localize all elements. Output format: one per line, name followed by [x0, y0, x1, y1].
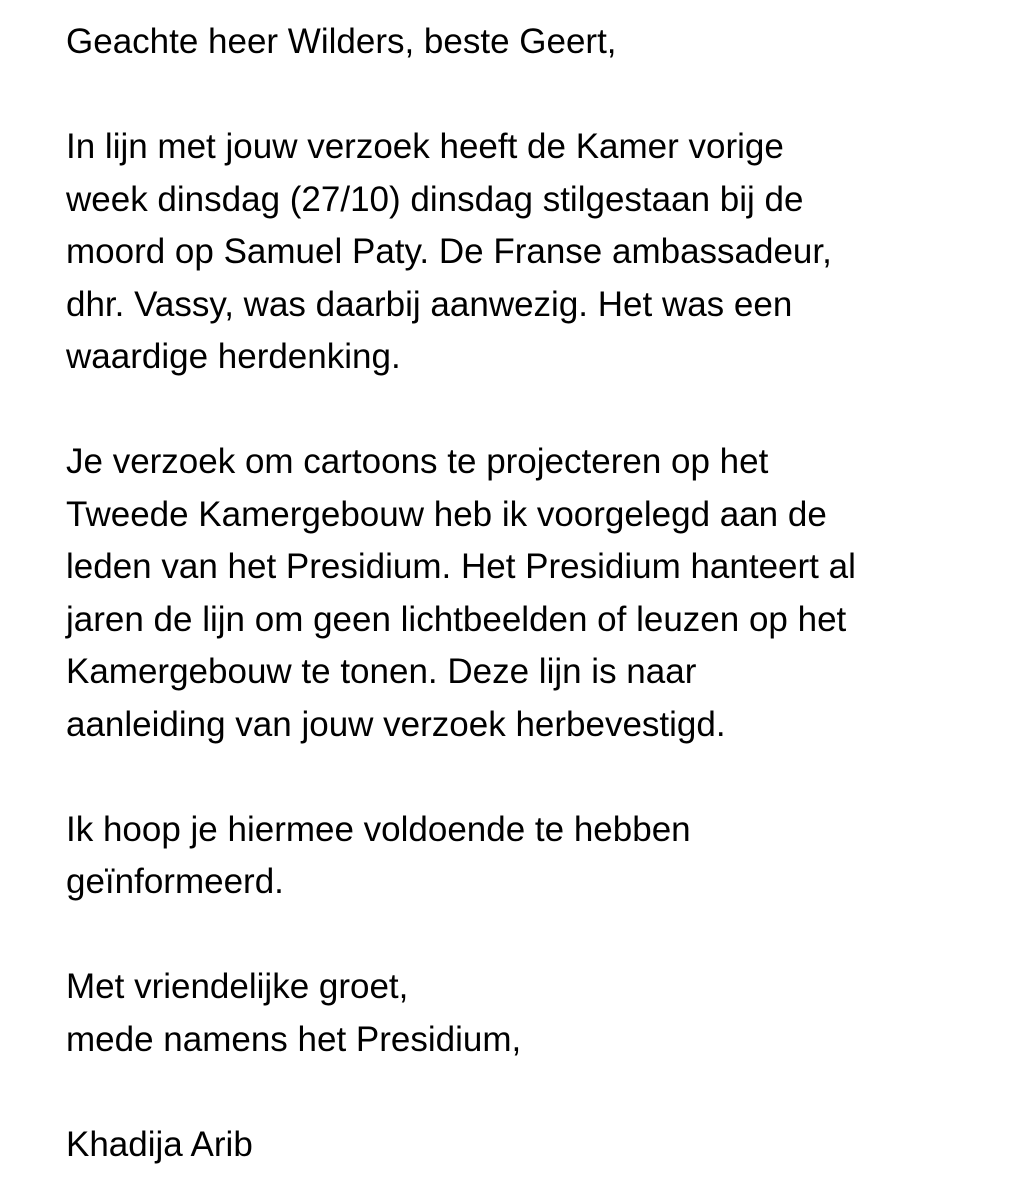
- paragraph-line: leden van het Presidium. Het Presidium hanteert al: [66, 547, 856, 586]
- paragraph-line: Je verzoek om cartoons te projecteren op het: [66, 442, 769, 481]
- letter-body: [66, 16, 996, 1171]
- paragraph-gap: [66, 1066, 996, 1119]
- paragraph-line: week dinsdag (27/10) dinsdag stilgestaan bij de: [66, 179, 804, 219]
- paragraph-line: geïnformeerd.: [66, 862, 284, 901]
- paragraph-commemoration: [66, 121, 996, 384]
- closing: [66, 961, 996, 1066]
- closing-line: mede namens het Presidium,: [66, 1019, 522, 1059]
- paragraph-cartoons-request: [66, 436, 996, 751]
- paragraph-gap: [66, 751, 996, 804]
- salutation: Geachte heer Wilders, beste Geert,: [66, 22, 617, 61]
- paragraph-gap: [66, 384, 996, 437]
- paragraph-gap: [66, 69, 996, 122]
- paragraph-line: Tweede Kamergebouw heb ik voorgelegd aan de: [66, 494, 827, 534]
- paragraph-informed: [66, 804, 996, 909]
- signature: Khadija Arib: [66, 1124, 253, 1164]
- paragraph-line: moord op Samuel Paty. De Franse ambassadeur,: [66, 232, 832, 271]
- paragraph-line: Kamergebouw te tonen. Deze lijn is naar: [66, 652, 697, 691]
- paragraph-line: Ik hoop je hiermee voldoende te hebben: [66, 809, 691, 849]
- closing-line: Met vriendelijke groet,: [66, 967, 409, 1006]
- paragraph-line: jaren de lijn om geen lichtbeelden of leuzen op het: [66, 599, 847, 639]
- paragraph-gap: [66, 909, 996, 962]
- paragraph-line: aanleiding van jouw verzoek herbevestigd.: [66, 704, 726, 744]
- paragraph-line: dhr. Vassy, was daarbij aanwezig. Het was een: [66, 284, 793, 324]
- paragraph-line: waardige herdenking.: [66, 337, 401, 376]
- paragraph-line: In lijn met jouw verzoek heeft de Kamer vorige: [66, 127, 784, 166]
